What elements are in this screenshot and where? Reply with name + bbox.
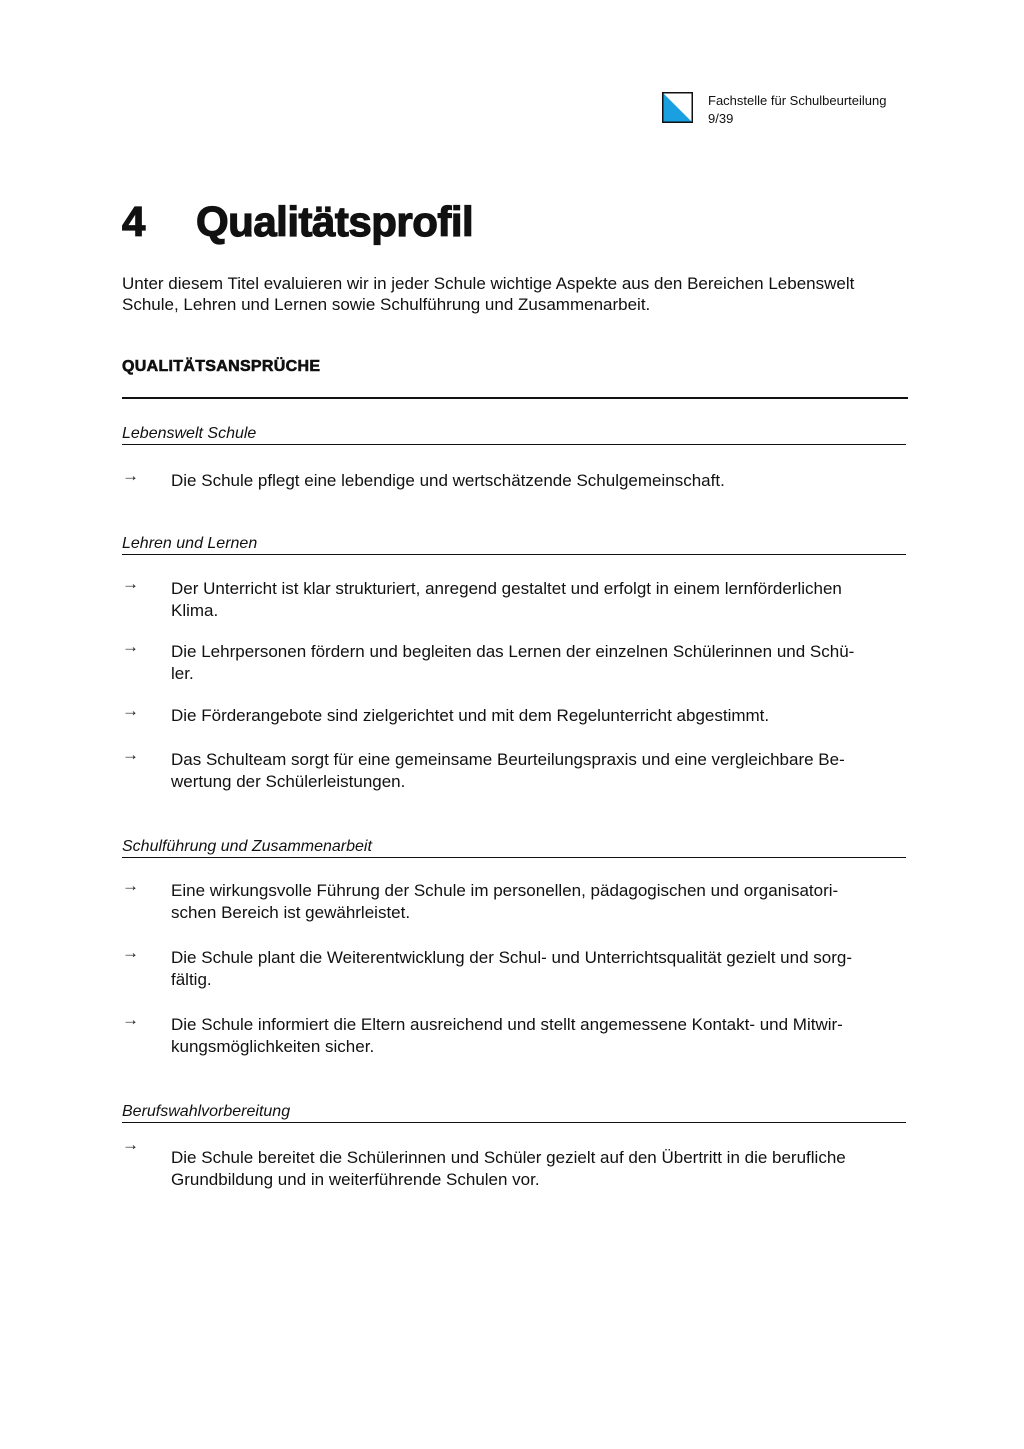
category-title: Lehren und Lernen: [122, 535, 258, 552]
arrow-icon: →: [122, 466, 139, 485]
arrow-icon: →: [122, 943, 139, 962]
category-schulfuehrung: [122, 836, 906, 858]
category-title: Berufswahlvorbereitung: [122, 1103, 291, 1120]
item-text: Die Schule informiert die Eltern ausreichend und stellt angemessene Kontakt- und Mitwir- kungsmöglichkeiten sicher.: [171, 1015, 843, 1056]
item-text: Die Schule pflegt eine lebendige und wertschätzende Schulgemeinschaft.: [171, 471, 725, 490]
arrow-icon: →: [122, 1010, 139, 1029]
item-text: Die Schule plant die Weiterentwicklung der Schul- und Unterrichtsqualität gezielt und sorg- fältig.: [171, 948, 852, 989]
chapter-number: 4: [122, 198, 145, 245]
arrow-icon: →: [122, 876, 139, 895]
chapter-title: Qualitätsprofil: [196, 198, 474, 245]
arrow-icon: →: [122, 701, 139, 720]
header-page-number: 9/39: [708, 111, 734, 126]
arrow-icon: →: [122, 574, 139, 593]
arrow-icon: →: [122, 745, 139, 764]
arrow-icon: →: [122, 1135, 139, 1154]
intro-paragraph: Unter diesem Titel evaluieren wir in jeder Schule wichtige Aspekte aus den Bereichen Lebenswelt Schule, Lehren und Lernen sowie Schulführung und Zusammenarbeit.: [122, 274, 855, 314]
item-text: Der Unterricht ist klar strukturiert, anregend gestaltet und erfolgt in einem lernförderlichen Klima.: [171, 579, 842, 620]
zurich-canton-logo: [662, 92, 693, 123]
item-text: Die Lehrpersonen fördern und begleiten das Lernen der einzelnen Schülerinnen und Schü- ler.: [171, 642, 855, 683]
section-divider: [122, 397, 908, 399]
item-text: Die Schule bereitet die Schülerinnen und Schüler gezielt auf den Übertritt in die berufliche Grundbildung und in weiterführende Schulen vor.: [171, 1148, 846, 1189]
item-text: Das Schulteam sorgt für eine gemeinsame Beurteilungspraxis und eine vergleichbare Be- wertung der Schülerleistungen.: [171, 750, 845, 791]
item-text: Eine wirkungsvolle Führung der Schule im personellen, pädagogischen und organisatori- schen Bereich ist gewährleistet.: [171, 881, 839, 922]
chapter-heading: [122, 198, 473, 246]
item-text: Die Förderangebote sind zielgerichtet und mit dem Regelunterricht abgestimmt.: [171, 706, 770, 725]
category-lebenswelt-schule: [122, 423, 906, 445]
category-title: Schulführung und Zusammenarbeit: [122, 838, 372, 855]
header-org: Fachstelle für Schulbeurteilung: [708, 93, 887, 108]
section-title: QUALITÄTSANSPRÜCHE: [122, 358, 321, 375]
category-berufswahlvorbereitung: [122, 1101, 906, 1123]
category-title: Lebenswelt Schule: [122, 425, 257, 442]
arrow-icon: →: [122, 637, 139, 656]
header-text: [708, 92, 887, 128]
category-lehren-und-lernen: [122, 533, 906, 555]
